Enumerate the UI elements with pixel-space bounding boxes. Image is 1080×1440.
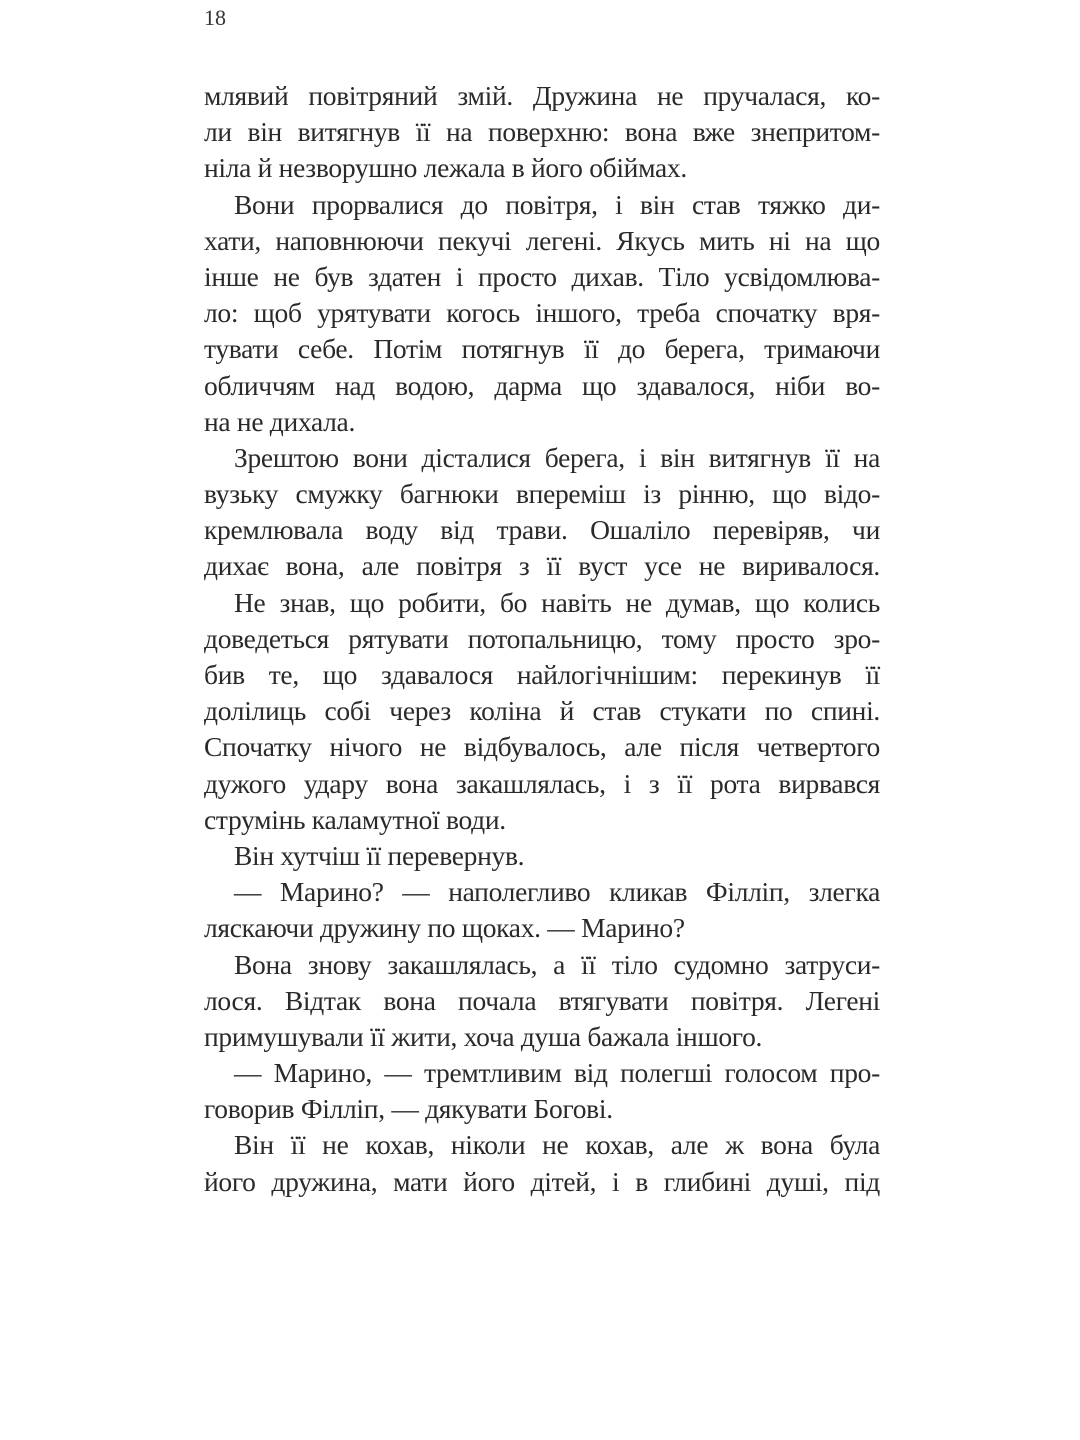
text-line: вузьку смужку багнюки впереміш із рінню, що відо- [204,478,880,510]
text-line: долілиць собі через коліна й став стукати по спині. [204,695,880,727]
text-line: Спочатку нічого не відбувалось, але після четвертого [204,731,880,763]
text-line: Він хутчіш її перевернув. [234,839,525,871]
text-line: примушували її жити, хоча душа бажала іншого. [204,1020,763,1052]
text-line: струмінь каламутної води. [204,803,506,835]
text-line: тувати себе. Потім потягнув її до берега, тримаючи [204,333,880,365]
text-line: Вона знову закашлялась, а її тіло судомно затруси- [234,948,880,980]
text-line: обличчям над водою, дарма що здавалося, ніби во- [204,369,880,401]
page-number: 18 [204,5,226,30]
body-text [204,78,880,1200]
text-line: на не дихала. [204,405,356,437]
text-line: Зрештою вони дісталися берега, і він витягнув її на [234,441,880,473]
text-line: кремлювала воду від трави. Ошаліло перевіряв, чи [204,514,880,546]
text-line: ніла й незворушно лежала в його обіймах. [204,152,687,184]
text-line: ли він витягнув її на поверхню: вона вже знепритом- [204,116,880,148]
text-line: доведеться рятувати потопальницю, тому просто зро- [204,622,880,654]
text-line: Не знав, що робити, бо навіть не думав, що колись [234,586,880,618]
text-line: його дружина, мати його дітей, і в глибині душі, під [204,1165,880,1197]
text-line: лося. Відтак вона почала втягувати повітря. Легені [204,984,880,1016]
text-line: ло: щоб урятувати когось іншого, треба спочатку вря- [204,297,880,329]
text-line: бив те, що здавалося найлогічнішим: перекинув її [204,659,880,690]
text-line: дихає вона, але повітря з її вуст усе не виривалося. [204,550,880,582]
text-line: дужого удару вона закашлялась, і з її рота вирвався [204,767,880,799]
text-line: інше не був здатен і просто дихав. Тіло усвідомлюва- [204,260,880,292]
text-line: Він її не кохав, ніколи не кохав, але ж вона була [234,1129,880,1161]
text-line: млявий повітряний змій. Дружина не пручалася, ко- [204,80,880,111]
text-line: Вони прорвалися до повітря, і він став тяжко ди- [234,188,880,220]
text-line: хати, наповнюючи пекучі легені. Якусь мить ні на що [204,224,880,256]
text-line: — Марино, — тремтливим від полегші голосом про- [234,1057,880,1089]
text-line: ляскаючи дружину по щоках. — Марино? [204,912,685,944]
text-line: говорив Філліп, — дякувати Богові. [204,1093,613,1125]
text-line: — Марино? — наполегливо кликав Філліп, злегка [234,876,880,908]
